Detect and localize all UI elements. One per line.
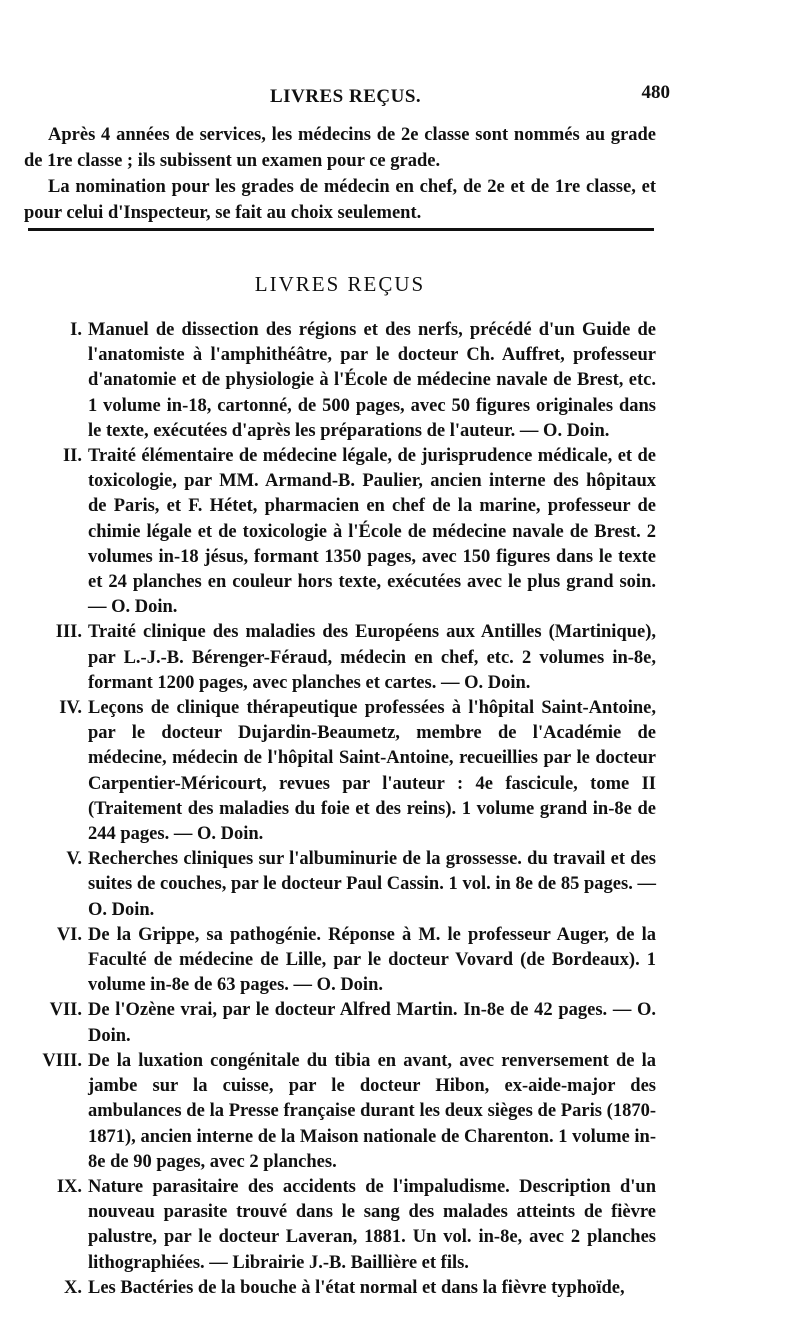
book-list	[24, 318, 656, 1301]
item-number: III.	[55, 622, 82, 643]
item-text: Traité clinique des maladies des Européens aux Antilles (Martinique), par L.-J.-B. Bérenger-Féraud, médecin en chef, etc. 2 volumes in-8e, formant 1200 pages, avec planches et cartes. — O. Doin.	[88, 622, 656, 693]
item-text: De la Grippe, sa pathogénie. Réponse à M. le professeur Auger, de la Faculté de médecine de Lille, par le docteur Vovard (de Bordeaux). 1 volume in-8e de 63 pages. — O. Doin.	[88, 924, 656, 996]
running-title: LIVRES REÇUS.	[270, 86, 422, 107]
list-item	[24, 998, 656, 1048]
item-text: Traité élémentaire de médecine légale, de jurisprudence médicale, et de toxicologie, par MM. Armand-B. Paulier, ancien interne des hôpitaux de Paris, et F. Hétet, pharmacien en chef de la marine, professeur de chimie légale et de toxicologie à l'École de médecine navale de Brest. 2 volumes in-18 jésus, formant 1350 pages, avec 150 figures dans le texte et 24 planches en couleur hors texte, exécutées avec le plus grand soin. — O. Doin.	[88, 446, 656, 618]
item-text: Nature parasitaire des accidents de l'impaludisme. Description d'un nouveau parasite trouvé dans le sang des malades atteints de fièvre palustre, par le docteur Laveran, 1881. Un vol. in-8e, avec 2 planches lithographiées. — Librairie J.-B. Baillière et fils.	[88, 1176, 656, 1273]
item-number: VIII.	[42, 1050, 82, 1071]
item-text: Les Bactéries de la bouche à l'état normal et dans la fièvre typhoïde,	[88, 1277, 625, 1298]
list-item	[24, 696, 656, 847]
section-divider	[28, 228, 654, 231]
section-title: LIVRES REÇUS	[254, 272, 426, 296]
intro-paragraph-1: Après 4 années de services, les médecins de 2e classe sont nommés au grade de 1re classe ; ils subissent un examen pour ce grade.	[24, 125, 656, 171]
intro-paragraph-2: La nomination pour les grades de médecin en chef, de 2e et de 1re classe, et pour celui d'Inspecteur, se fait au choix seulement.	[24, 177, 656, 223]
item-text: Recherches cliniques sur l'albuminurie de la grossesse. du travail et des suites de couches, par le docteur Paul Cassin. 1 vol. in 8e de 85 pages. — O. Doin.	[88, 849, 656, 920]
list-item	[24, 444, 656, 620]
item-text: De la luxation congénitale du tibia en avant, avec renversement de la jambe sur la cuisse, par le docteur Hibon, ex-aide-major des ambulances de la Presse française durant les deux sièges de Paris (1870-1871), ancien interne de la Maison nationale de Charenton. 1 volume in-8e de 90 pages, avec 2 planches.	[88, 1050, 656, 1172]
list-item	[24, 1175, 656, 1276]
running-head	[0, 82, 800, 112]
list-item	[24, 620, 656, 696]
item-text: Leçons de clinique thérapeutique professées à l'hôpital Saint-Antoine, par le docteur Dujardin-Beaumetz, membre de l'Académie de médecine, médecin de l'hôpital Saint-Antoine, recueillies par le docteur Carpentier-Méricourt, revues par l'auteur : 4e fascicule, tome II (Traitement des maladies du foie et des reins). 1 volume grand in-8e de 244 pages. — O. Doin.	[88, 698, 656, 845]
page-number: 480	[641, 82, 670, 103]
item-number: X.	[64, 1277, 82, 1298]
list-item	[24, 923, 656, 999]
item-number: VI.	[56, 924, 82, 945]
item-number: II.	[62, 446, 82, 467]
intro-text	[24, 122, 656, 226]
item-number: VII.	[49, 1000, 82, 1021]
item-text: De l'Ozène vrai, par le docteur Alfred Martin. In-8e de 42 pages. — O. Doin.	[88, 1000, 656, 1046]
list-item	[24, 1276, 656, 1301]
item-number: I.	[70, 320, 82, 340]
list-item	[24, 318, 656, 444]
item-number: IX.	[56, 1176, 82, 1197]
item-number: V.	[66, 849, 82, 870]
list-item	[24, 1049, 656, 1175]
item-number: IV.	[59, 698, 82, 719]
item-text: Manuel de dissection des régions et des nerfs, précédé d'un Guide de l'anatomiste à l'amphithéâtre, par le docteur Ch. Auffret, professeur d'anatomie et de physiologie à l'École de médecine navale de Brest, etc. 1 volume in-18, cartonné, de 500 pages, avec 50 figures originales dans le texte, exécutées d'après les préparations de l'auteur. — O. Doin.	[88, 320, 656, 441]
list-item	[24, 847, 656, 923]
